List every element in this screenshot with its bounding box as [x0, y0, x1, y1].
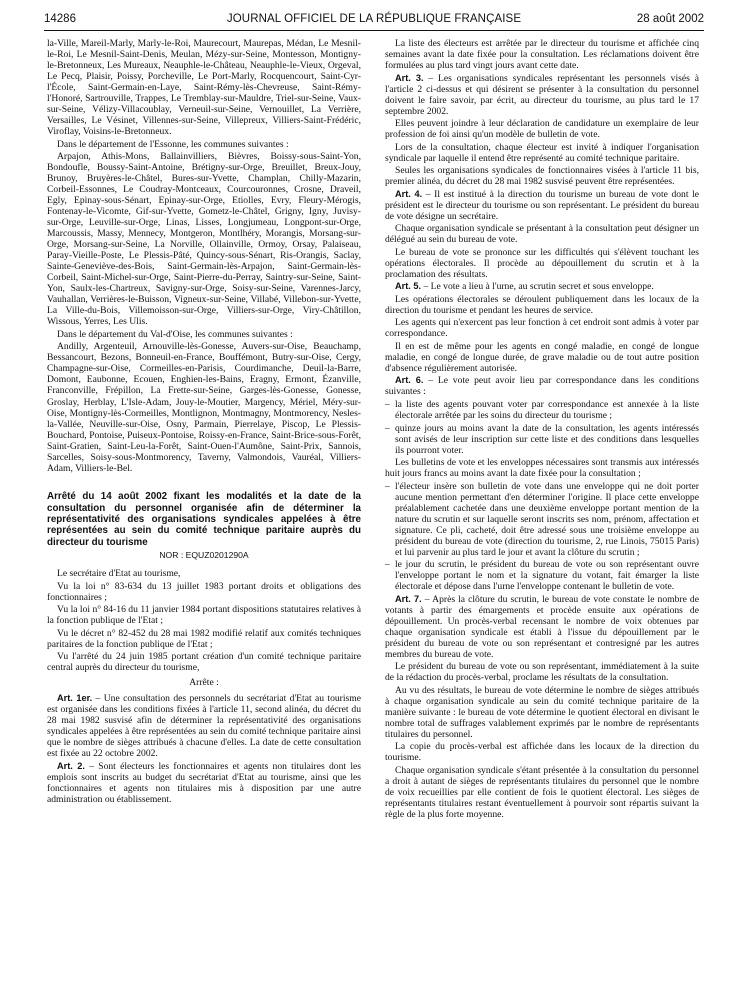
paragraph: Il en est de même pour les agents en congé maladie, en congé de longue maladie, en congé de longue durée, de grave maladie ou de tout autre position d'absence régulièrement autorisée. — [385, 340, 699, 374]
left-column — [47, 38, 361, 806]
article-3 — [385, 73, 699, 117]
article-label: Art. 5. — [395, 281, 422, 292]
essonne-communes: Arpajon, Athis-Mons, Ballainvilliers, Bièvres, Boissy-sous-Saint-Yon, Bondoufle, Boussy-Saint-Antoine, Brétigny-sur-Orge, Breuillet, Breux-Jouy, Brunoy, Bruyères-le-Châtel, Bures-sur-Yvette, Champlan, Chilly-Mazarin, Corbeil-Essonnes, Le Coudray-Montceaux, Courcouronnes, Crosne, Draveil, Egly, Epinay-sous-Sénart, Epinay-sur-Orge, Etiolles, Evry, Fleury-Mérogis, Fontenay-le-Vicomte, Gif-sur-Yvette, Gometz-le-Châtel, Grigny, Igny, Juvisy-sur-Orge, Leuville-sur-Orge, Linas, Lisses, Longjumeau, Longpont-sur-Orge, Marcoussis, Massy, Mennecy, Montgeron, Montlhéry, Morangis, Morsang-sur-Orge, Morsang-sur-Seine, La Norville, Ollainville, Ormoy, Orsay, Palaiseau, Paray-Vieille-Poste, Le Plessis-Pâté, Quincy-sous-Sénart, Ris-Orangis, Saclay, Sainte-Geneviève-des-Bois, Saint-Germain-lès-Arpajon, Saint-Germain-lès-Corbeil, Saint-Michel-sur-Orge, Saint-Pierre-du-Perray, Saintry-sur-Seine, Saint-Yon, Saulx-les-Chartreux, Savigny-sur-Orge, Soisy-sur-Seine, Varennes-Jarcy, Vauhallan, Verrières-le-Buisson, Vigneux-sur-Seine, Villabé, Villebon-sur-Yvette, La Ville-du-Bois, Villemoisson-sur-Orge, Villiers-sur-Orge, Viry-Châtillon, Wissous, Yerres, Les Ulis. — [47, 151, 361, 328]
visa-line: Vu le décret n° 82-452 du 28 mai 1982 modifié relatif aux comités techniques paritaires de la fonction publique de l'Etat ; — [47, 627, 361, 650]
paragraph: Au vu des résultats, le bureau de vote détermine le nombre de sièges attribués à chaque organisation syndicale au sein du comité technique paritaire de la manière suivante : le bureau de vote détermine le quotient électoral en divisant le nombre total de suffrages valablement exprimés par le nombre de représentants titulaires du personnel. — [385, 684, 699, 740]
list-item: – le jour du scrutin, le président du bureau de vote ou son représentant ouvre l'enveloppe portant le nom et la signature du votant, fait émarger la liste électorale et dépose dans l'urne l'enveloppe contenant le bulletin de vote. — [385, 559, 699, 592]
article-text: – Après la clôture du scrutin, le bureau de vote constate le nombre de votants à partir des émargements et procède ensuite aux opérations de dépouillement. Un procès-verbal recensant le nombre de voix obtenues par chaque organisation syndicale est établi à l'issue du dépouillement par le président du bureau de vote ou son représentant et contresigné par les autres membres du bureau de vote. — [385, 593, 699, 660]
arrete-heading: Arrête : — [189, 677, 219, 689]
list-item: – l'électeur insère son bulletin de vote dans une enveloppe qui ne doit porter aucune mention permettant d'en déterminer l'origine. Il place cette enveloppe préalablement cachetée dans une deuxième enveloppe portant mention de la nature du scrutin et sur laquelle seront inscrits ses nom, prénom, affectation et signature. Ce pli, cacheté, doit être adressé sous une troisième enveloppe au président du bureau de vote (direction du tourisme, 2, rue Linois, 75015 Paris) et lui parvenir au plus tard le jour et avant la clôture du scrutin ; — [385, 481, 699, 558]
page-number: 14286 — [44, 13, 76, 25]
paragraph: Chaque organisation syndicale s'étant présentée à la consultation du personnel a droit à autant de sièges de représentants titulaires du personnel que le nombre de voix recueillies par elle contient de fois le quotient électoral. Les sièges de représentants titulaires restant éventuellement à pourvoir sont répartis suivant la règle de la plus forte moyenne. — [385, 764, 699, 821]
article-4 — [385, 189, 699, 222]
article-label: Art. 1er. — [57, 693, 93, 704]
valdoise-intro: Dans le département du Val-d'Oise, les communes suivantes : — [57, 328, 293, 340]
article-label: Art. 6. — [395, 375, 424, 386]
journal-title: JOURNAL OFFICIEL DE LA RÉPUBLIQUE FRANÇAISE — [226, 13, 522, 25]
article-2 — [47, 761, 361, 805]
article-1 — [47, 693, 361, 759]
list-item: – la liste des agents pouvant voter par correspondance est annexée à la liste électorale arrêtée par les soins du directeur du tourisme ; — [385, 399, 699, 421]
article-text: – Sont électeurs les fonctionnaires et agents non titulaires dont les emplois sont inscrits au budget du secrétariat d'Etat au tourisme, ainsi que les fonctionnaires et agents non titulaires mis à disposition par une autre administration ou établissement. — [47, 760, 361, 805]
nor-reference: NOR : EQUZ0201290A — [159, 550, 249, 561]
article-label: Art. 7. — [395, 593, 422, 604]
paragraph: Seules les organisations syndicales de fonctionnaires visées à l'article 11 bis, premier alinéa, du décret du 28 mai 1982 susvisé peuvent être représentées. — [385, 165, 699, 188]
paragraph: Lors de la consultation, chaque électeur est invité à indiquer l'organisation syndicale par laquelle il entend être représenté au comité technique paritaire. — [385, 141, 699, 164]
valdoise-communes: Andilly, Argenteuil, Arnouville-lès-Gonesse, Auvers-sur-Oise, Beauchamp, Bessancourt, Bezons, Bonneuil-en-France, Bouffémont, Butry-sur-Oise, Cergy, Champagne-sur-Oise, Cormeilles-en-Parisis, Courdimanche, Deuil-la-Barre, Domont, Eaubonne, Ecouen, Enghien-les-Bains, Eragny, Ermont, Ézanville, Franconville, Frépillon, La Frette-sur-Seine, Garges-lès-Gonesse, Gonesse, Groslay, Herblay, L'Isle-Adam, Jouy-le-Moutier, Margency, Mériel, Méry-sur-Oise, Montigny-lès-Cormeilles, Montlignon, Montmagny, Montmorency, Nesles-la-Vallée, Neuville-sur-Oise, Osny, Parmain, Pierrelaye, Piscop, Le Plessis-Bouchard, Pontoise, Puiseux-Pontoise, Roissy-en-France, Saint-Brice-sous-Forêt, Saint-Gratien, Saint-Leu-la-Forêt, Saint-Ouen-l'Aumône, Saint-Prix, Sannois, Sarcelles, Soisy-sous-Montmorency, Taverny, Valmondois, Vauréal, Villiers-Adam, Villiers-le-Bel. — [47, 341, 361, 474]
paragraph: Elles peuvent joindre à leur déclaration de candidature un exemplaire de leur profession de foi ainsi qu'un modèle de bulletin de vote. — [385, 118, 699, 141]
paragraph: Le bureau de vote se prononce sur les difficultés qui s'élèvent touchant les opérations électorales. Il procède au dépouillement du scrutin et à la proclamation des résultats. — [385, 246, 699, 280]
paragraph: La liste des électeurs est arrêtée par le directeur du tourisme et affichée cinq semaines avant la date fixée pour la consultation. Les réclamations doivent être formulées au plus tard vingt jours avant cette date. — [385, 38, 699, 72]
article-7 — [385, 594, 699, 660]
article-label: Art. 2. — [57, 760, 85, 771]
paragraph: Les bulletins de vote et les enveloppes nécessaires sont transmis aux intéressés huit jours francs au moins avant la date fixée pour la consultation ; — [385, 457, 699, 480]
paragraph: Les opérations électorales se déroulent publiquement dans les locaux de la direction du tourisme et pendant les heures de service. — [385, 293, 699, 316]
section-spacer — [47, 475, 361, 491]
article-text: – Les organisations syndicales représentant les personnels visés à l'article 2 ci-dessus et qui désirent se présenter à la consultation du personnel doivent le faire savoir, par écrit, au directeur du tourisme, au plus tard le 17 septembre 2002. — [385, 72, 699, 117]
page-header — [44, 8, 704, 31]
article-text: – Une consultation des personnels du secrétariat d'Etat au tourisme est organisée dans les conditions fixées à l'article 11, second alinéa, du décret du 28 mai 1982 susvisé afin de déterminer la représentativité des organisations syndicales appelées à être représentées au sein du comité technique paritaire ainsi que le nombre de sièges attribués à chacune d'elles. La date de cette consultation est fixée au 22 octobre 2002. — [47, 693, 361, 760]
article-text: – Le vote a lieu à l'urne, au scrutin secret et sous enveloppe. — [421, 281, 654, 293]
article-text: – Il est institué à la direction du tourisme un bureau de vote dont le président est le directeur du tourisme ou son représentant. Le président du bureau de vote désigne un secrétaire. — [385, 188, 700, 222]
article-5 — [385, 281, 699, 292]
yvelines-communes-continued: la-Ville, Mareil-Marly, Marly-le-Roi, Maurecourt, Maurepas, Médan, Le Mesnil-le-Roi, Le Mesnil-Saint-Denis, Meulan, Mézy-sur-Seine, Montesson, Montigny-le-Bretonneux, Les Mureaux, Neauphle-le-Château, Neauphle-le-Vieux, Orgeval, Le Pecq, Plaisir, Poissy, Porcheville, Le Port-Marly, Rocquencourt, Saint-Cyr-l'École, Saint-Germain-en-Laye, Saint-Rémy-lès-Chevreuse, Saint-Rémy-l'Honoré, Sartrouville, Trappes, Le Tremblay-sur-Mauldre, Triel-sur-Seine, Vaux-sur-Seine, Vélizy-Villacoublay, Verneuil-sur-Seine, Vernouillet, La Verrière, Versailles, Le Vésinet, Villennes-sur-Seine, Villepreux, Villiers-Saint-Frédéric, Viroflay, Voisins-le-Bretonneux. — [47, 38, 361, 138]
visa-line: Vu l'arrêté du 24 juin 1985 portant création d'un comité technique paritaire central auprès du directeur du tourisme, — [47, 651, 361, 674]
article-6 — [385, 375, 699, 397]
visa-line: Vu la loi n° 83-634 du 13 juillet 1983 portant droits et obligations des fonctionnaires ; — [47, 580, 361, 603]
paragraph: Chaque organisation syndicale se présentant à la consultation peut désigner un délégué au sein du bureau de vote. — [385, 223, 699, 246]
issue-date: 28 août 2002 — [636, 13, 704, 25]
right-column — [385, 38, 699, 822]
article-text: – Le vote peut avoir lieu par correspondance dans les conditions suivantes : — [385, 375, 699, 398]
paragraph: La copie du procès-verbal est affichée dans les locaux de la direction du tourisme. — [385, 741, 699, 764]
paragraph: Les agents qui n'exercent pas leur fonction à cet endroit sont admis à voter par correspondance. — [385, 317, 699, 340]
visa-line: Le secrétaire d'Etat au tourisme, — [57, 568, 181, 580]
article-label: Art. 3. — [395, 72, 424, 83]
essonne-intro: Dans le département de l'Essonne, les communes suivantes : — [57, 138, 289, 150]
decree-title: Arrêté du 14 août 2002 fixant les modalités et la date de la consultation du personnel organisée afin de déterminer la représentativité des organisations syndicales appelées à être représentées au sein du comité technique paritaire auprès du directeur du tourisme — [47, 491, 361, 548]
article-label: Art. 4. — [395, 188, 423, 199]
list-item: – quinze jours au moins avant la date de la consultation, les agents intéressés sont avisés de leur inscription sur cette liste et des conditions dans lesquelles ils pourront voter. — [385, 423, 699, 456]
condition-list — [385, 399, 699, 456]
condition-list — [385, 481, 699, 593]
paragraph: Le président du bureau de vote ou son représentant, immédiatement à la suite de la rédaction du procès-verbal, proclame les résultats de la consultation. — [385, 661, 699, 684]
visa-line: Vu la loi n° 84-16 du 11 janvier 1984 portant dispositions statutaires relatives à la fonction publique de l'Etat ; — [47, 604, 361, 627]
